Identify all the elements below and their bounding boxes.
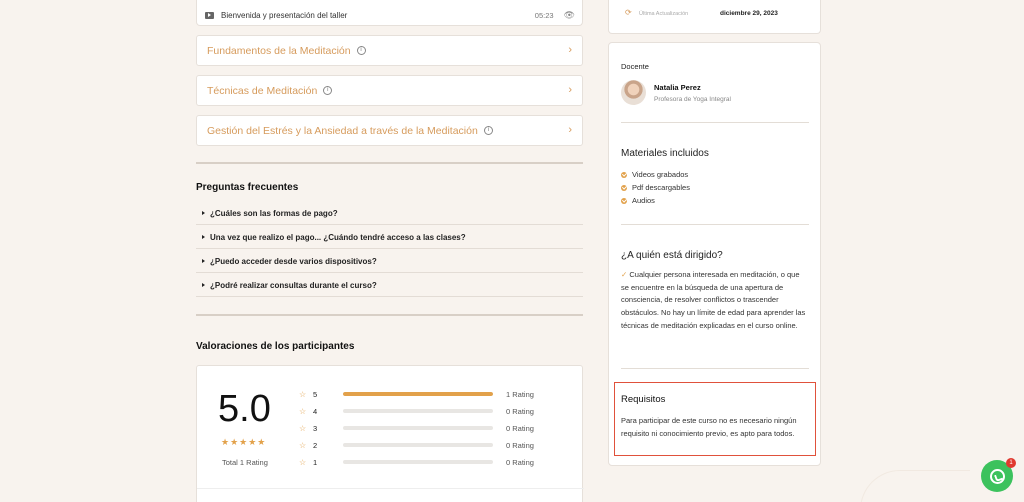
material-item bbox=[621, 170, 688, 179]
checkmark-icon: ✓ bbox=[621, 270, 628, 279]
faq-item[interactable] bbox=[196, 226, 583, 249]
rating-stars: 5 bbox=[313, 389, 318, 399]
decorative-mandala bbox=[860, 470, 970, 502]
module-title: Técnicas de Meditación bbox=[207, 84, 318, 97]
rating-stars: 2 bbox=[313, 440, 318, 450]
material-label: Videos grabados bbox=[632, 170, 689, 179]
info-icon[interactable]: i bbox=[484, 126, 493, 135]
module-title: Gestión del Estrés y la Ansiedad a través de la Meditación bbox=[207, 124, 478, 137]
material-item bbox=[621, 196, 655, 205]
faq-item[interactable] bbox=[196, 274, 583, 297]
star-outline-icon: ☆ bbox=[299, 457, 307, 467]
star-outline-icon: ☆ bbox=[299, 406, 307, 416]
star-outline-icon: ☆ bbox=[299, 389, 307, 399]
faq-question: ¿Cuáles son las formas de pago? bbox=[210, 208, 338, 218]
reviews-heading: Valoraciones de los participantes bbox=[196, 341, 355, 352]
teacher-heading: Docente bbox=[621, 62, 649, 71]
chevron-right-icon: › bbox=[568, 124, 572, 136]
average-score: 5.0 bbox=[218, 388, 271, 430]
caret-right-icon bbox=[202, 259, 205, 263]
lesson-duration: 05:23 bbox=[534, 10, 554, 20]
audience-text bbox=[621, 269, 809, 333]
section-divider bbox=[196, 162, 583, 164]
requirements-text: Para participar de este curso no es necesario ningún requisito ni conocimiento previo, es apto para todos. bbox=[621, 416, 797, 438]
sidebar-divider bbox=[621, 122, 809, 123]
chevron-right-icon: › bbox=[568, 44, 572, 56]
teacher-name[interactable]: Natalia Perez bbox=[654, 83, 701, 92]
material-label: Pdf descargables bbox=[632, 183, 690, 192]
check-circle-icon bbox=[621, 198, 627, 204]
module-fundamentos[interactable] bbox=[196, 35, 583, 66]
rating-row bbox=[299, 422, 559, 434]
section-divider bbox=[196, 314, 583, 316]
module-gestion-estres[interactable] bbox=[196, 115, 583, 146]
rating-row bbox=[299, 405, 559, 417]
faq-question: ¿Podré realizar consultas durante el curso? bbox=[210, 280, 377, 290]
faq-item[interactable] bbox=[196, 202, 583, 225]
rating-count: 1 Rating bbox=[506, 389, 534, 399]
caret-right-icon bbox=[202, 235, 205, 239]
audience-description: Cualquier persona interesada en meditación, o que se encuentre en la búsqueda de una apertura de consciencia, de resolver conflictos o trascender obstáculos. No hay un límite de edad para aprender las técnicas de meditación explicadas en el curso online. bbox=[621, 270, 806, 330]
refresh-icon: ⟳ bbox=[625, 8, 632, 17]
total-ratings: Total 1 Rating bbox=[222, 458, 268, 467]
faq-item[interactable] bbox=[196, 250, 583, 273]
rating-bar bbox=[343, 392, 493, 396]
teacher-role: Profesora de Yoga Integral bbox=[654, 96, 731, 103]
rating-stars: 1 bbox=[313, 457, 318, 467]
lesson-title: Bienvenida y presentación del taller bbox=[221, 10, 348, 20]
check-circle-icon bbox=[621, 172, 627, 178]
rating-bar bbox=[343, 426, 493, 430]
eye-icon[interactable]: 👁 bbox=[563, 9, 575, 20]
avatar bbox=[621, 80, 646, 105]
check-circle-icon bbox=[621, 185, 627, 191]
faq-question: ¿Puedo acceder desde varios dispositivos? bbox=[210, 256, 377, 266]
sidebar-divider bbox=[621, 368, 809, 369]
audience-heading: ¿A quién está dirigido? bbox=[621, 250, 723, 261]
lesson-item[interactable] bbox=[205, 8, 575, 22]
chevron-right-icon: › bbox=[568, 84, 572, 96]
update-label: Última Actualización bbox=[639, 11, 689, 17]
rating-stars: 3 bbox=[313, 423, 318, 433]
requirements-heading: Requisitos bbox=[621, 394, 666, 405]
materials-heading: Materiales incluidos bbox=[621, 148, 709, 159]
rating-bar-fill bbox=[343, 392, 493, 396]
module-tecnicas[interactable] bbox=[196, 75, 583, 106]
material-item bbox=[621, 183, 690, 192]
notification-badge: 1 bbox=[1006, 458, 1016, 468]
module-title: Fundamentos de la Meditación bbox=[207, 44, 351, 57]
ratings-card bbox=[196, 365, 583, 502]
rating-count: 0 Rating bbox=[506, 440, 534, 450]
info-icon[interactable]: i bbox=[323, 86, 332, 95]
whatsapp-button[interactable] bbox=[981, 460, 1013, 492]
rating-count: 0 Rating bbox=[506, 406, 534, 416]
rating-row bbox=[299, 388, 559, 400]
update-date: diciembre 29, 2023 bbox=[720, 10, 778, 17]
rating-bar bbox=[343, 460, 493, 464]
whatsapp-icon bbox=[990, 469, 1005, 484]
video-play-icon bbox=[205, 12, 214, 19]
info-icon[interactable]: i bbox=[357, 46, 366, 55]
rating-bar bbox=[343, 409, 493, 413]
rating-count: 0 Rating bbox=[506, 457, 534, 467]
requirements-section bbox=[614, 382, 816, 456]
average-stars: ★★★★★ bbox=[221, 437, 267, 447]
sidebar-divider bbox=[621, 224, 809, 225]
caret-right-icon bbox=[202, 283, 205, 287]
faq-question: Una vez que realizo el pago... ¿Cuándo tendré acceso a las clases? bbox=[210, 232, 466, 242]
rating-count: 0 Rating bbox=[506, 423, 534, 433]
lesson-list bbox=[196, 0, 583, 26]
rating-bar bbox=[343, 443, 493, 447]
star-outline-icon: ☆ bbox=[299, 423, 307, 433]
rating-row bbox=[299, 456, 559, 468]
faq-heading: Preguntas frecuentes bbox=[196, 182, 299, 193]
ratings-divider bbox=[197, 488, 584, 489]
star-outline-icon: ☆ bbox=[299, 440, 307, 450]
rating-row bbox=[299, 439, 559, 451]
rating-stars: 4 bbox=[313, 406, 318, 416]
update-card bbox=[608, 0, 821, 34]
material-label: Audios bbox=[632, 196, 655, 205]
caret-right-icon bbox=[202, 211, 205, 215]
